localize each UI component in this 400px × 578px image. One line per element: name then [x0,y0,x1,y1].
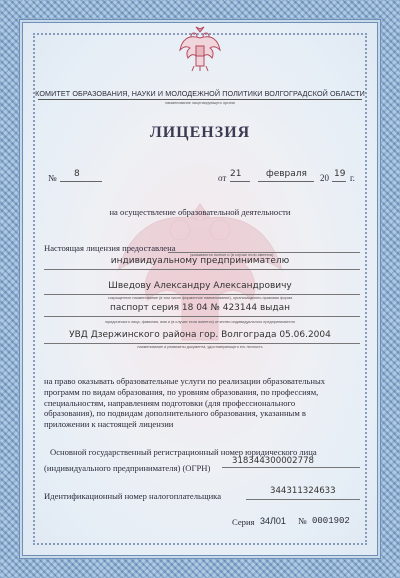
caption-person: юридического лица, фамилия, имя и (в случае если имеется) отчество индивидуального предпринимателя [105,320,295,324]
entity-name: Шведову Александру Александровичу [108,281,292,291]
inn-label: Идентификационный номер налогоплательщика [44,491,222,501]
date-month: февраля [266,169,307,179]
passport-line [44,316,360,317]
header-underline [38,99,362,100]
date-century: 20 [320,173,329,183]
passport-details: паспорт серия 18 04 № 423144 выдан [110,303,290,313]
entity-type-line [44,269,360,270]
caption-id-document: наименование и реквизиты документа, удостоверяющего его личность [137,345,263,349]
date-from-label: от [218,173,227,183]
caption-org-form: сокращенное наименование (в том числе фирменное наименование), организационно-правовая форма [107,296,293,300]
document-title: ЛИЦЕНЗИЯ [149,124,251,141]
series-code: 34Л01 [260,516,286,526]
entity-name-line [44,294,360,295]
rights-paragraph [44,376,360,430]
rights-line: специальностям, направлениям подготовки (для профессионального [44,397,296,408]
ogrn-line [222,467,360,468]
granted-caption: указываются полное и (в случае если имеется) [190,253,274,257]
year-line [332,181,346,182]
number-label: № [48,173,57,183]
inn-number: 344311324633 [270,486,336,496]
license-number: 8 [74,169,80,179]
rights-line: приложении к настоящей лицензии [44,419,174,430]
ogrn-label-2: (индивидуального предпринимателя) (ОГРН) [44,463,211,473]
ogrn-number: 318344300002778 [232,456,315,466]
series-label: Серия [232,517,255,527]
series-number: 0001902 [312,516,350,526]
rights-line: программ по видам образования, по уровням образования, по профессиям, [44,386,319,397]
date-day: 21 [230,169,242,179]
granted-label: Настоящая лицензия предоставлена [44,243,176,253]
date-suffix: г. [350,173,355,183]
entity-type: индивидуальному предпринимателю [110,256,290,266]
rights-line: образования), по подвидам дополнительного образования, указанным в [44,408,306,419]
inn-line [246,499,360,500]
activity-type: на осуществление образовательной деятельности [109,207,291,217]
issued-by-line [44,343,360,344]
issuing-authority: КОМИТЕТ ОБРАЗОВАНИЯ, НАУКИ И МОЛОДЕЖНОЙ ПОЛИТИКИ ВОЛГОГРАДСКОЙ ОБЛАСТИ [35,89,365,98]
day-line [230,181,250,182]
month-line [258,181,314,182]
number-line [60,181,102,182]
coat-of-arms-icon [178,24,222,72]
rights-line: на право оказывать образовательные услуги по реализации образовательных [44,376,326,386]
issued-by: УВД Дзержинского района гор. Волгограда 05.06.2004 [69,330,331,340]
series-number-label: № [298,516,307,526]
header-caption: наименование лицензирующего органа [165,101,235,105]
date-year: 19 [334,169,346,179]
ogrn-label-1: Основной государственный регистрационный номер юридического лица [50,447,317,457]
